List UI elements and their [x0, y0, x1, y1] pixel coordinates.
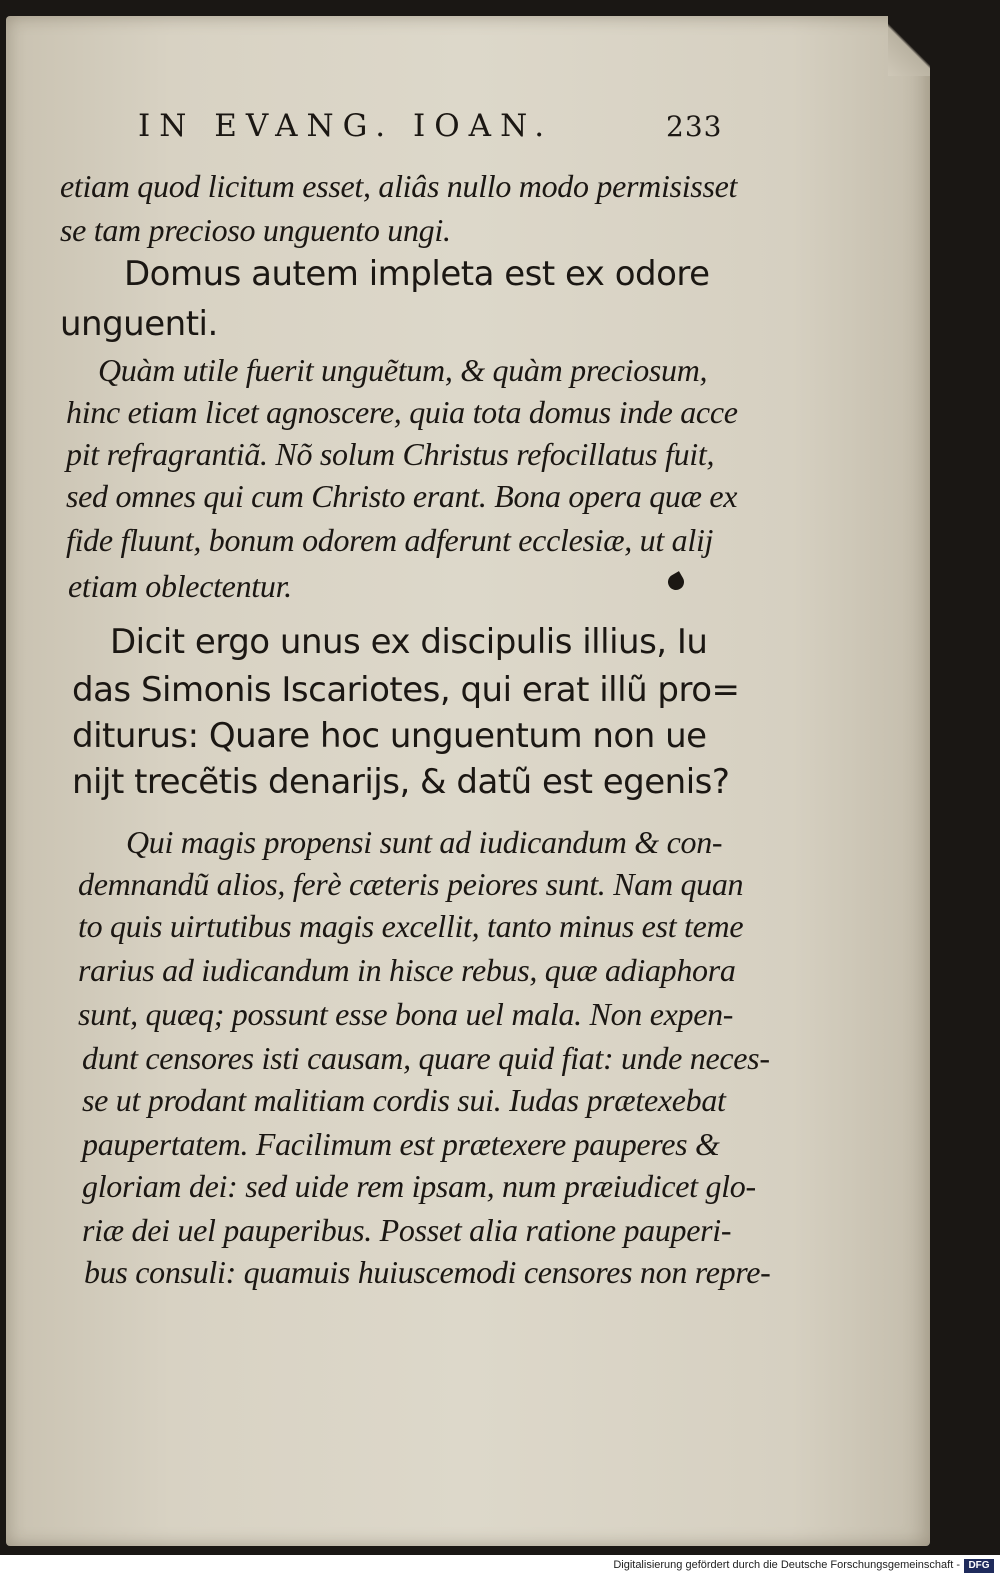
- text-line: Quàm utile fuerit unguẽtum, & quàm preciosum,: [98, 352, 708, 388]
- text-line: paupertatem. Facilimum est prætexere pauperes &: [82, 1126, 720, 1162]
- text-line: pit refragrantiã. Nõ solum Christus refocillatus fuit,: [66, 436, 715, 472]
- text-line: Dicit ergo unus ex discipulis illius, Iu: [110, 622, 708, 662]
- running-head: IN EVANG. IOAN.: [138, 108, 554, 144]
- text-line: diturus: Quare hoc unguentum non ue: [72, 716, 707, 756]
- text-line: nijt trecẽtis denarijs, & datũ est egenis?: [72, 762, 730, 802]
- funding-credit: Digitalisierung gefördert durch die Deutsche Forschungsgemeinschaft -: [613, 1559, 960, 1571]
- text-line: Qui magis propensi sunt ad iudicandum & con-: [126, 824, 723, 860]
- text-line: to quis uirtutibus magis excellit, tanto minus est teme: [78, 908, 744, 944]
- text-line: fide fluunt, bonum odorem adferunt ecclesiæ, ut alij: [66, 522, 714, 558]
- text-line: se ut prodant malitiam cordis sui. Iudas prætexebat: [82, 1082, 726, 1118]
- dfg-logo: DFG: [964, 1559, 994, 1573]
- text-line: gloriam dei: sed uide rem ipsam, num præiudicet glo-: [82, 1168, 756, 1204]
- text-line: unguenti.: [60, 304, 218, 344]
- text-line: bus consuli: quamuis huiuscemodi censores non repre-: [84, 1254, 771, 1290]
- text-line: etiam quod licitum esset, aliâs nullo modo permisisset: [60, 168, 738, 204]
- text-line: etiam oblectentur.: [68, 568, 292, 604]
- text-line: sed omnes qui cum Christo erant. Bona opera quæ ex: [66, 478, 738, 514]
- book-page: [6, 16, 930, 1546]
- page-text: [6, 16, 930, 1546]
- text-line: hinc etiam licet agnoscere, quia tota domus inde acce: [66, 394, 738, 430]
- digitization-footer: [0, 1555, 1000, 1578]
- text-line: riæ dei uel pauperibus. Posset alia ratione pauperi-: [82, 1212, 732, 1248]
- text-line: das Simonis Iscariotes, qui erat illũ pro=: [72, 670, 740, 710]
- text-line: demnandũ alios, ferè cæteris peiores sunt. Nam quan: [78, 866, 744, 902]
- text-line: rarius ad iudicandum in hisce rebus, quæ adiaphora: [78, 952, 736, 988]
- ink-blemish: [665, 571, 687, 593]
- text-line: sunt, quæq; possunt esse bona uel mala. Non expen-: [78, 996, 734, 1032]
- text-line: Domus autem impleta est ex odore: [124, 254, 710, 294]
- text-line: se tam precioso unguento ungi.: [60, 212, 451, 248]
- page-number: 233: [666, 110, 723, 143]
- text-line: dunt censores isti causam, quare quid fiat: unde neces-: [82, 1040, 770, 1076]
